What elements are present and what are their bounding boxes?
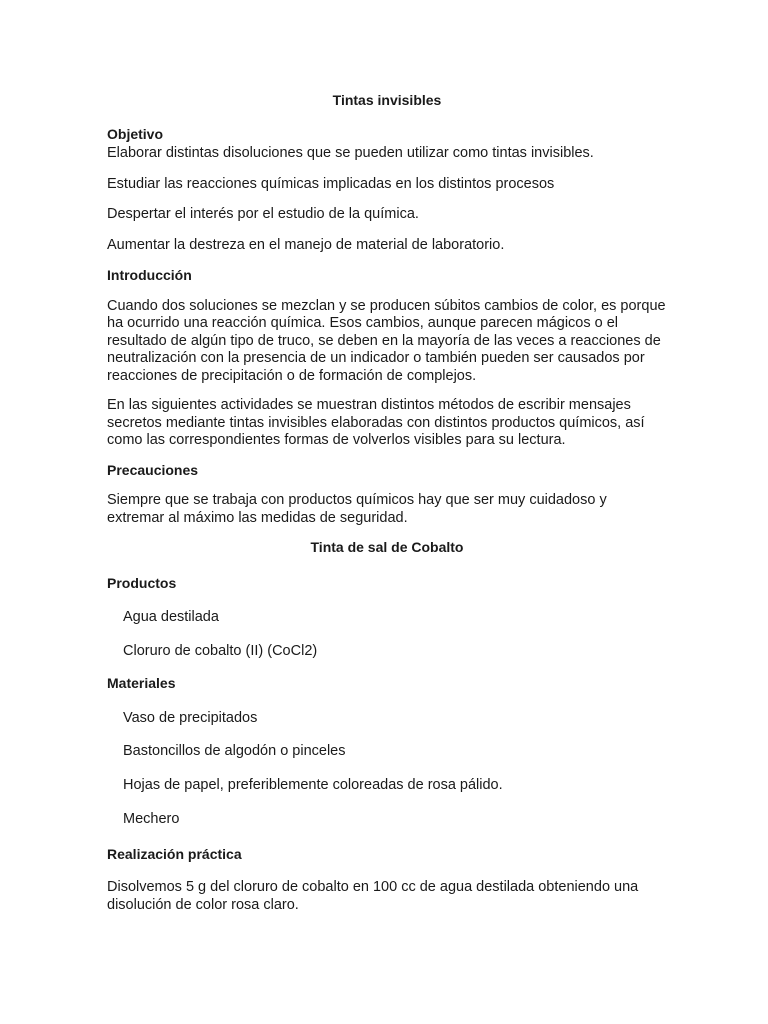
heading-introduccion: Introducción <box>107 267 192 283</box>
heading-objetivo: Objetivo <box>107 125 164 142</box>
productos-item-1: Agua destilada <box>123 609 219 625</box>
heading-materiales: Materiales <box>107 675 176 691</box>
document-page <box>107 92 667 914</box>
materiales-item-2: Bastoncillos de algodón o pinceles <box>123 743 346 759</box>
heading-precauciones: Precauciones <box>107 461 199 478</box>
introduccion-paragraph-1: Cuando dos soluciones se mezclan y se producen súbitos cambios de color, es porque ha ocurrido una reacción química. Esos cambios, aunque parecen mágicos o el resultado de algún tipo de truco, se deben en la mayoría de las veces a reacciones de neutralización con la presencia de un indicador o también pueden ser causados por reacciones de precipitación o de formación de complejos. <box>107 297 666 384</box>
materiales-item-3: Hojas de papel, preferiblemente coloreadas de rosa pálido. <box>123 776 503 793</box>
heading-productos: Productos <box>107 574 177 591</box>
introduccion-paragraph-2: En las siguientes actividades se muestran distintos métodos de escribir mensajes secretos mediante tintas invisibles elaboradas con distintos productos químicos, así como las correspondientes formas de volverlos visibles para su lectura. <box>107 397 645 448</box>
objetivo-line-2: Estudiar las reacciones químicas implicadas en los distintos procesos <box>107 175 555 192</box>
precauciones-paragraph: Siempre que se trabaja con productos químicos hay que ser muy cuidadoso y extremar al máximo las medidas de seguridad. <box>107 492 607 526</box>
materiales-item-1: Vaso de precipitados <box>123 709 258 726</box>
heading-realizacion: Realización práctica <box>107 845 242 862</box>
objetivo-line-4: Aumentar la destreza en el manejo de material de laboratorio. <box>107 236 505 253</box>
realizacion-paragraph: Disolvemos 5 g del cloruro de cobalto en 100 cc de agua destilada obteniendo una disolución de color rosa claro. <box>107 879 639 913</box>
objetivo-line-1: Elaborar distintas disoluciones que se pueden utilizar como tintas invisibles. <box>107 145 594 161</box>
productos-item-2: Cloruro de cobalto (II) (CoCl2) <box>123 642 318 659</box>
section-title-cobalto: Tinta de sal de Cobalto <box>310 539 464 555</box>
materiales-item-4: Mechero <box>123 811 180 827</box>
objetivo-line-3: Despertar el interés por el estudio de la química. <box>107 206 419 222</box>
document-title: Tintas invisibles <box>332 92 442 108</box>
